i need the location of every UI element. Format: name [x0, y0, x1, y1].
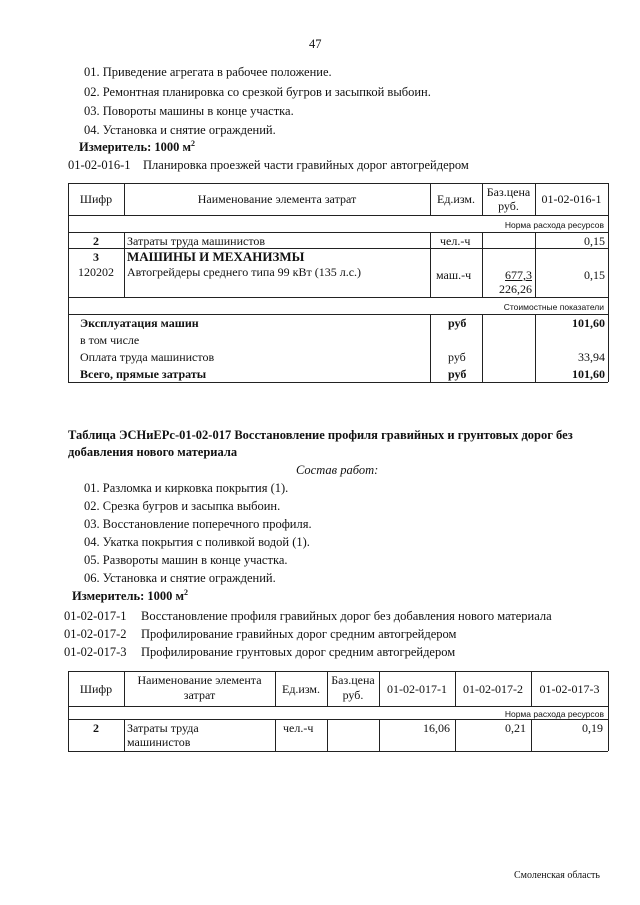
cost-row-unit: руб	[448, 350, 466, 364]
row-unit: чел.-ч	[283, 721, 314, 735]
row-code: 2	[93, 234, 99, 248]
cost-row-value: 33,94	[578, 350, 605, 364]
cost-row-name: в том числе	[80, 333, 140, 347]
row-code: 120202	[78, 265, 114, 279]
cost-row-name: Эксплуатация машин	[80, 316, 199, 330]
row-value: 0,15	[584, 234, 605, 248]
norm-code: 01-02-017-2	[64, 627, 127, 641]
work-item: 01. Приведение агрегата в рабочее положение.	[84, 65, 332, 79]
row-name: Затраты труда машинистов	[127, 234, 266, 248]
table-title-continued: добавления нового материала	[68, 445, 238, 459]
row-value-3: 0,19	[582, 721, 603, 735]
cost-row-unit: руб	[448, 316, 467, 330]
column-header-norm-2: 01-02-017-2	[463, 682, 523, 696]
row-value-1: 16,06	[423, 721, 450, 735]
norm-label: Норма расхода ресурсов	[504, 220, 604, 230]
column-header-name: Наименование элемента	[137, 673, 262, 687]
work-item: 03. Повороты машины в конце участка.	[84, 104, 294, 118]
work-item: 02. Срезка бугров и засыпка выбоин.	[84, 499, 281, 513]
cost-row-value: 101,60	[572, 367, 605, 381]
measure-unit: Измеритель: 1000 $м^2$	[79, 139, 196, 154]
column-header-price-unit: руб.	[498, 199, 519, 213]
cost-row-name: Оплата труда машинистов	[80, 350, 215, 364]
norm-code: 01-02-016-1	[68, 158, 131, 172]
row-name-continued: машинистов	[127, 735, 191, 749]
norm-description: Планировка проезжей части гравийных дорог автогрейдером	[143, 158, 469, 172]
column-header-code: Шифр	[79, 682, 113, 696]
page-number: 47	[309, 37, 322, 51]
column-header-name: Наименование элемента затрат	[197, 192, 357, 206]
column-header-norm: 01-02-016-1	[541, 192, 602, 206]
cost-row-unit: руб	[448, 367, 467, 381]
column-header-price: Баз.цена	[486, 185, 531, 199]
norm-code: 01-02-017-3	[64, 645, 127, 659]
column-header-norm-3: 01-02-017-3	[539, 682, 600, 696]
row-unit: чел.-ч	[440, 234, 471, 248]
row-value-2: 0,21	[505, 721, 526, 735]
column-header-code: Шифр	[79, 192, 113, 206]
norm-description: Восстановление профиля гравийных дорог без добавления нового материала	[141, 609, 552, 623]
row-value: 0,15	[584, 268, 605, 282]
cost-row-value: 101,60	[572, 316, 605, 330]
cost-row-name: Всего, прямые затраты	[80, 367, 207, 381]
work-item: 01. Разломка и кирковка покрытия (1).	[84, 481, 289, 495]
norm-description: Профилирование грунтовых дорог средним автогрейдером	[141, 645, 456, 659]
column-header-price-unit: руб.	[342, 688, 364, 702]
work-item: 02. Ремонтная планировка со срезкой бугров и засыпкой выбоин.	[84, 85, 431, 99]
work-item: 04. Установка и снятие ограждений.	[84, 123, 276, 137]
cost-label: Стоимостные показатели	[503, 302, 604, 312]
row-code: 2	[93, 721, 99, 735]
column-header-price: Баз.цена	[331, 673, 375, 687]
row-price-alt: 226,26	[499, 282, 532, 296]
table-title: Таблица ЭСНиЕРс-01-02-017 Восстановление профиля гравийных и грунтовых дорог без	[68, 428, 573, 442]
row-price: 677,3	[505, 268, 532, 282]
column-header-unit: Ед.изм.	[281, 682, 321, 696]
work-item: 04. Укатка покрытия с поливкой водой (1).	[84, 535, 310, 549]
row-name: МАШИНЫ И МЕХАНИЗМЫ	[127, 249, 305, 264]
column-header-unit: Ед.изм.	[436, 192, 476, 206]
row-name: Затраты труда	[127, 721, 199, 735]
work-item: 06. Установка и снятие ограждений.	[84, 571, 276, 585]
column-header-name-continued: затрат	[183, 688, 216, 702]
row-name: Автогрейдеры среднего типа 99 кВт (135 л.с.)	[127, 265, 362, 279]
measure-unit: Измеритель: 1000 $м^2$	[72, 588, 189, 603]
composition-heading: Состав работ:	[296, 463, 379, 477]
work-item: 03. Восстановление поперечного профиля.	[84, 517, 312, 531]
norm-label: Норма расхода ресурсов	[504, 709, 604, 719]
norm-code: 01-02-017-1	[64, 609, 127, 623]
row-unit: маш.-ч	[436, 268, 472, 282]
work-item: 05. Развороты машин в конце участка.	[84, 553, 288, 567]
column-header-norm-1: 01-02-017-1	[387, 682, 447, 696]
footer-region: Смоленская область	[514, 870, 600, 881]
row-code: 3	[93, 250, 99, 264]
norm-description: Профилирование гравийных дорог средним автогрейдером	[141, 627, 457, 641]
